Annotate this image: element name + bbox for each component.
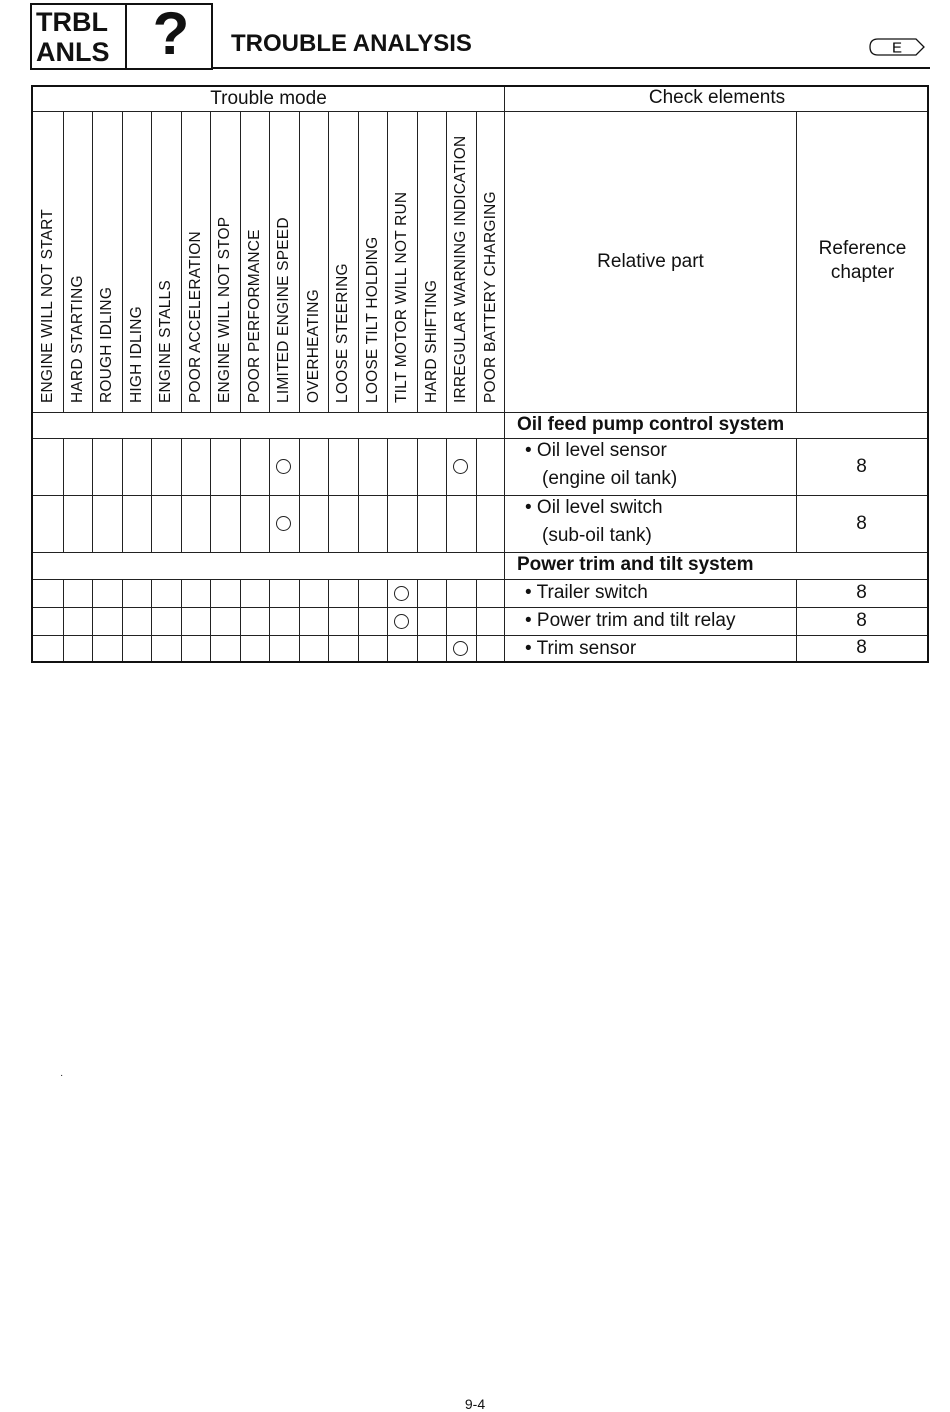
row-divider-line	[33, 552, 927, 553]
mode-column-line	[328, 579, 329, 661]
trouble-mode-label: LOOSE STEERING	[334, 263, 351, 403]
trouble-mode-label: OVERHEATING	[305, 289, 322, 403]
trouble-mode-label: HARD STARTING	[69, 275, 86, 403]
reference-chapter-heading	[796, 237, 929, 285]
trouble-mode-label: ROUGH IDLING	[98, 286, 115, 403]
mode-column-line	[476, 111, 477, 412]
section-code-line1: TRBL	[36, 7, 108, 37]
relative-part-name: • Oil level sensor	[525, 440, 667, 461]
applicable-mark-icon	[453, 459, 468, 474]
mode-column-line	[122, 438, 123, 552]
mode-column-line	[181, 438, 182, 552]
applicable-mark-icon	[394, 586, 409, 601]
mode-column-line	[417, 111, 418, 412]
trouble-mode-label: LOOSE TILT HOLDING	[364, 236, 381, 403]
mode-column-line	[63, 579, 64, 661]
mode-column-line	[387, 111, 388, 412]
mode-column-line	[240, 579, 241, 661]
mode-column-line	[151, 579, 152, 661]
mode-column-line	[299, 579, 300, 661]
relative-part-heading: Relative part	[597, 251, 704, 272]
trouble-mode-heading: Trouble mode	[210, 88, 327, 109]
mode-column-line	[269, 111, 270, 412]
language-badge	[868, 37, 926, 57]
applicable-mark-icon	[276, 516, 291, 531]
mode-column-line	[240, 438, 241, 552]
mode-column-line	[122, 579, 123, 661]
trouble-mode-label: ENGINE STALLS	[157, 280, 174, 403]
mode-column-line	[476, 579, 477, 661]
mode-column-line	[299, 111, 300, 412]
row-divider-line	[33, 495, 927, 496]
row-divider-line	[33, 607, 927, 608]
mode-column-line	[122, 111, 123, 412]
trouble-mode-label: POOR PERFORMANCE	[246, 229, 263, 403]
mode-column-line	[92, 579, 93, 661]
relative-part-detail: (sub-oil tank)	[542, 525, 652, 546]
trouble-mode-label: TILT MOTOR WILL NOT RUN	[393, 191, 410, 403]
mode-column-line	[446, 111, 447, 412]
trouble-mode-label: POOR BATTERY CHARGING	[482, 191, 499, 403]
relative-part-name: • Trim sensor	[525, 638, 637, 659]
reference-chapter-value: 8	[856, 582, 867, 603]
mode-column-line	[387, 579, 388, 661]
row-divider-line	[33, 579, 927, 580]
row-divider-line	[33, 438, 927, 439]
mode-column-line	[210, 111, 211, 412]
reference-chapter-text: Reference chapter	[818, 238, 907, 283]
mode-column-line	[446, 579, 447, 661]
applicable-mark-icon	[453, 641, 468, 656]
mode-column-line	[476, 438, 477, 552]
reference-chapter-value: 8	[856, 512, 867, 534]
trouble-analysis-table	[31, 85, 929, 663]
page-number: 9-4	[464, 1396, 486, 1412]
header-rule	[213, 67, 930, 69]
section-badge	[30, 0, 213, 70]
mode-column-line	[358, 111, 359, 412]
header-bottom-line	[33, 412, 927, 413]
trouble-mode-label: LIMITED ENGINE SPEED	[275, 217, 292, 403]
mode-column-line	[63, 111, 64, 412]
question-mark-icon: ?	[152, 0, 190, 67]
language-code: E	[891, 39, 903, 57]
section-title: Oil feed pump control system	[517, 414, 785, 435]
relative-part-detail: (engine oil tank)	[542, 468, 678, 489]
trouble-mode-label: IRREGULAR WARNING INDICATION	[452, 135, 469, 403]
mode-column-line	[92, 111, 93, 412]
row-divider-line	[33, 635, 927, 636]
relative-part-name: • Power trim and tilt relay	[525, 610, 736, 631]
mode-column-line	[240, 111, 241, 412]
check-elements-divider	[504, 87, 505, 661]
mode-column-line	[328, 438, 329, 552]
scan-speck: ·	[60, 1070, 64, 1081]
mode-column-line	[151, 438, 152, 552]
trouble-mode-label: HIGH IDLING	[128, 306, 145, 403]
mode-column-line	[210, 438, 211, 552]
relative-part-name: • Trailer switch	[525, 582, 648, 603]
mode-column-line	[358, 579, 359, 661]
mode-column-line	[92, 438, 93, 552]
trouble-mode-label: ENGINE WILL NOT STOP	[216, 216, 233, 403]
reference-column-line	[796, 111, 797, 412]
mode-column-line	[210, 579, 211, 661]
reference-chapter-value: 8	[856, 637, 867, 658]
mode-column-line	[269, 438, 270, 552]
mode-column-line	[269, 579, 270, 661]
trouble-mode-label: HARD SHIFTING	[423, 279, 440, 403]
mode-column-line	[328, 111, 329, 412]
applicable-mark-icon	[394, 614, 409, 629]
section-title: Power trim and tilt system	[517, 554, 754, 575]
mode-column-line	[417, 438, 418, 552]
mode-column-line	[417, 579, 418, 661]
applicable-mark-icon	[276, 459, 291, 474]
mode-column-line	[151, 111, 152, 412]
mode-column-line	[446, 438, 447, 552]
header-divider-line	[33, 111, 927, 112]
mode-column-line	[181, 111, 182, 412]
check-elements-heading: Check elements	[648, 87, 786, 108]
section-code	[32, 5, 127, 68]
trouble-mode-label: ENGINE WILL NOT START	[39, 209, 56, 403]
page-title: TROUBLE ANALYSIS	[231, 30, 472, 57]
mode-column-line	[358, 438, 359, 552]
mode-column-line	[181, 579, 182, 661]
mode-column-line	[63, 438, 64, 552]
relative-part-name: • Oil level switch	[525, 497, 663, 518]
mode-column-line	[387, 438, 388, 552]
trouble-mode-label: POOR ACCELERATION	[187, 231, 204, 403]
section-code-line2: ANLS	[36, 37, 110, 67]
reference-chapter-value: 8	[856, 610, 867, 631]
reference-chapter-value: 8	[856, 455, 867, 477]
mode-column-line	[299, 438, 300, 552]
